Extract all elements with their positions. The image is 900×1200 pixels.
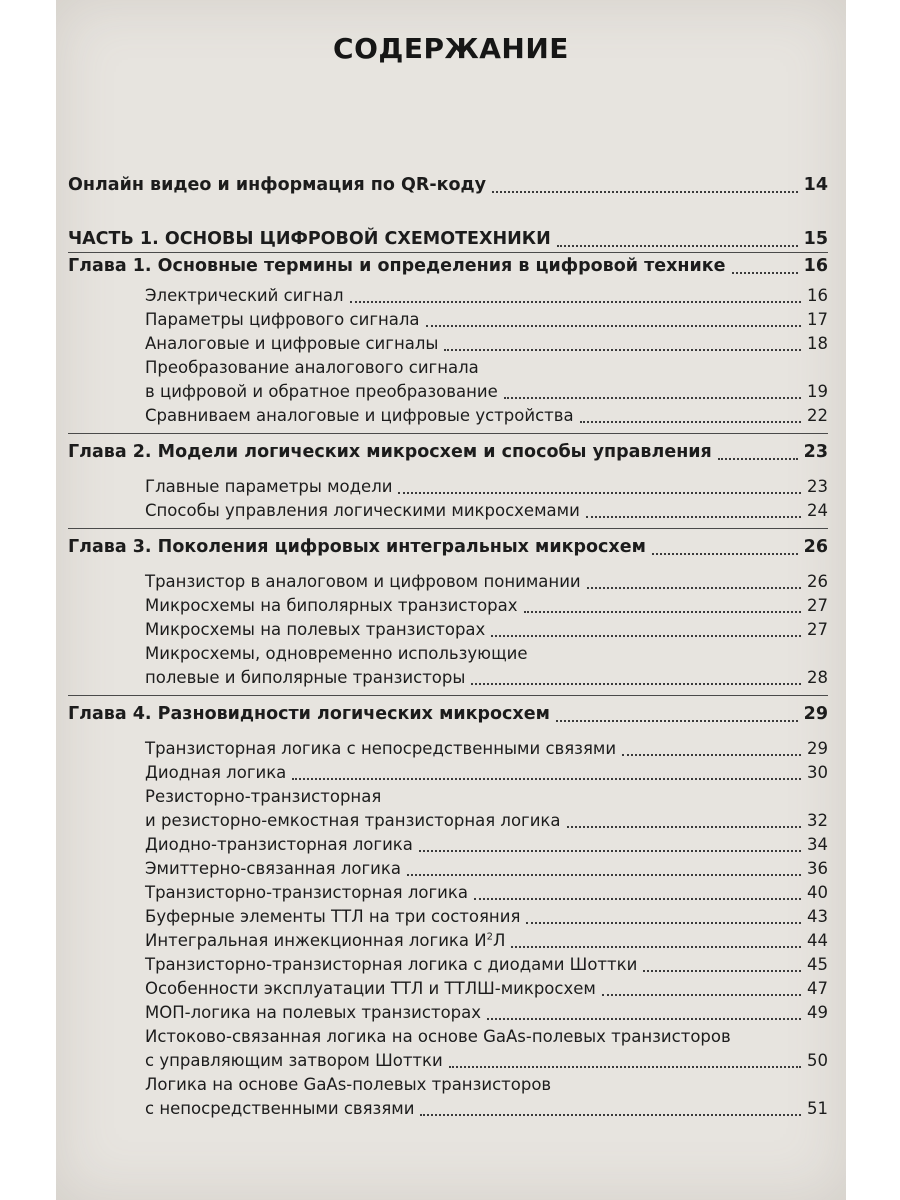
toc-entry-text-line1: Преобразование аналогового сигнала bbox=[145, 358, 479, 377]
toc-entry-text: Аналоговые и цифровые сигналы bbox=[145, 334, 439, 353]
toc-entry-text: Диодно-транзисторная логика bbox=[145, 835, 413, 854]
toc-entry-text: Глава 3. Поколения цифровых интегральных микросхем bbox=[68, 537, 646, 557]
toc-entry[interactable] bbox=[68, 785, 828, 833]
toc-entry-text: Микросхемы на биполярных транзисторах bbox=[145, 596, 518, 615]
toc-entry-text: Транзисторно-транзисторная логика с диодами Шоттки bbox=[145, 955, 638, 974]
toc-entry[interactable] bbox=[68, 475, 828, 499]
toc-page-number: 27 bbox=[807, 596, 828, 615]
dot-leader bbox=[524, 611, 801, 613]
toc-entry[interactable] bbox=[68, 953, 828, 977]
book-page bbox=[56, 0, 846, 1200]
dot-leader bbox=[732, 272, 798, 274]
toc-entry-text-line1: Микросхемы, одновременно использующие bbox=[145, 644, 528, 663]
table-of-contents bbox=[68, 172, 828, 1121]
toc-page-number: 32 bbox=[807, 811, 828, 830]
toc-page-number: 30 bbox=[807, 763, 828, 782]
toc-entry-text-line1: Логика на основе GaAs-полевых транзисторов bbox=[145, 1075, 552, 1094]
toc-entry[interactable] bbox=[68, 737, 828, 761]
toc-entry-text: Онлайн видео и информация по QR-коду bbox=[68, 175, 487, 195]
toc-page-number: 29 bbox=[807, 739, 828, 758]
toc-entry[interactable] bbox=[68, 1073, 828, 1121]
page-title: СОДЕРЖАНИЕ bbox=[333, 32, 569, 65]
toc-page-number: 22 bbox=[807, 406, 828, 425]
toc-entry[interactable] bbox=[68, 857, 828, 881]
toc-entry-text: с управляющим затвором Шоттки bbox=[145, 1051, 443, 1070]
toc-entry[interactable] bbox=[68, 618, 828, 642]
toc-entry-text: Интегральная инжекционная логика И bbox=[145, 931, 487, 950]
toc-entry-text: Способы управления логическими микросхемами bbox=[145, 501, 580, 520]
toc-entry-text: Глава 2. Модели логических микросхем и способы управления bbox=[68, 442, 712, 462]
toc-entry-chapter-1[interactable] bbox=[68, 253, 828, 279]
toc-entry-text-line1: Резисторно-транзисторная bbox=[145, 787, 382, 806]
toc-entry-qr[interactable] bbox=[68, 172, 828, 198]
toc-entry[interactable] bbox=[68, 1025, 828, 1073]
dot-leader bbox=[556, 720, 798, 722]
dot-leader bbox=[567, 826, 801, 828]
toc-entry[interactable] bbox=[68, 356, 828, 404]
toc-entry[interactable] bbox=[68, 642, 828, 690]
toc-page-number: 50 bbox=[807, 1051, 828, 1070]
toc-entry-text-wrap bbox=[145, 929, 505, 953]
toc-entry[interactable] bbox=[68, 308, 828, 332]
toc-entry[interactable] bbox=[68, 332, 828, 356]
dot-leader bbox=[580, 421, 801, 423]
dot-leader bbox=[444, 349, 801, 351]
toc-page-number: 16 bbox=[803, 256, 828, 276]
toc-page-number: 47 bbox=[807, 979, 828, 998]
toc-entry-chapter-2[interactable] bbox=[68, 439, 828, 465]
toc-entry-text-after: Л bbox=[492, 931, 506, 950]
toc-page-number: 28 bbox=[807, 668, 828, 687]
toc-page-number: 44 bbox=[807, 931, 828, 950]
toc-entry[interactable] bbox=[68, 284, 828, 308]
toc-page-number: 23 bbox=[803, 442, 828, 462]
toc-entry-text: Параметры цифрового сигнала bbox=[145, 310, 420, 329]
toc-entry[interactable] bbox=[68, 1001, 828, 1025]
toc-entry-text: в цифровой и обратное преобразование bbox=[145, 382, 498, 401]
toc-entry[interactable] bbox=[68, 929, 828, 953]
dot-leader bbox=[487, 1018, 801, 1020]
dot-leader bbox=[504, 397, 801, 399]
toc-page-number: 24 bbox=[807, 501, 828, 520]
toc-entry-text: с непосредственными связями bbox=[145, 1099, 415, 1118]
toc-page-number: 51 bbox=[807, 1099, 828, 1118]
toc-entry-text: Глава 4. Разновидности логических микросхем bbox=[68, 704, 550, 724]
toc-entry[interactable] bbox=[68, 404, 828, 428]
dot-leader bbox=[586, 516, 801, 518]
toc-page-number: 29 bbox=[803, 704, 828, 724]
dot-leader bbox=[471, 683, 801, 685]
toc-page-number: 45 bbox=[807, 955, 828, 974]
toc-page-number: 23 bbox=[807, 477, 828, 496]
toc-entry[interactable] bbox=[68, 833, 828, 857]
toc-page-number: 26 bbox=[807, 572, 828, 591]
toc-entry-text-line1: Истоково-связанная логика на основе GaAs-полевых транзисторов bbox=[145, 1027, 731, 1046]
dot-leader bbox=[398, 492, 801, 494]
toc-entry-text: Электрический сигнал bbox=[145, 286, 344, 305]
toc-entry[interactable] bbox=[68, 881, 828, 905]
dot-leader bbox=[292, 778, 801, 780]
dot-leader bbox=[526, 922, 801, 924]
toc-entry-text: Буферные элементы ТТЛ на три состояния bbox=[145, 907, 521, 926]
toc-entry-text: Сравниваем аналоговые и цифровые устройства bbox=[145, 406, 574, 425]
dot-leader bbox=[622, 754, 801, 756]
toc-entry-text: полевые и биполярные транзисторы bbox=[145, 668, 466, 687]
toc-page-number: 40 bbox=[807, 883, 828, 902]
dot-leader bbox=[718, 458, 798, 460]
dot-leader bbox=[350, 301, 801, 303]
toc-page-number: 36 bbox=[807, 859, 828, 878]
toc-entry-text: Глава 1. Основные термины и определения в цифровой технике bbox=[68, 256, 726, 276]
toc-entry-text: Микросхемы на полевых транзисторах bbox=[145, 620, 486, 639]
toc-entry-text: и резисторно-емкостная транзисторная логика bbox=[145, 811, 561, 830]
toc-entry-text: Транзистор в аналоговом и цифровом понимании bbox=[145, 572, 581, 591]
toc-entry-part-1[interactable] bbox=[68, 226, 828, 252]
dot-leader bbox=[419, 850, 801, 852]
dot-leader bbox=[511, 946, 801, 948]
toc-page-number: 43 bbox=[807, 907, 828, 926]
toc-entry[interactable] bbox=[68, 499, 828, 523]
dot-leader bbox=[602, 994, 801, 996]
toc-entry[interactable] bbox=[68, 977, 828, 1001]
toc-entry-text: Главные параметры модели bbox=[145, 477, 393, 496]
toc-entry[interactable] bbox=[68, 905, 828, 929]
dot-leader bbox=[426, 325, 801, 327]
dot-leader bbox=[557, 245, 798, 247]
toc-page-number: 15 bbox=[803, 229, 828, 249]
toc-entry-text: ЧАСТЬ 1. ОСНОВЫ ЦИФРОВОЙ СХЕМОТЕХНИКИ bbox=[68, 229, 551, 249]
toc-entry-text: Диодная логика bbox=[145, 763, 287, 782]
toc-page-number: 16 bbox=[807, 286, 828, 305]
toc-entry-text: МОП-логика на полевых транзисторах bbox=[145, 1003, 482, 1022]
toc-entry-chapter-4[interactable] bbox=[68, 701, 828, 727]
dot-leader bbox=[449, 1066, 801, 1068]
toc-entry-text: Транзисторно-транзисторная логика bbox=[145, 883, 468, 902]
toc-entry-text: Транзисторная логика с непосредственными связями bbox=[145, 739, 617, 758]
toc-page-number: 19 bbox=[807, 382, 828, 401]
dot-leader bbox=[407, 874, 801, 876]
toc-page-number: 27 bbox=[807, 620, 828, 639]
toc-page-number: 34 bbox=[807, 835, 828, 854]
superscript: 2 bbox=[486, 931, 493, 943]
toc-entry[interactable] bbox=[68, 761, 828, 785]
toc-page-number: 18 bbox=[807, 334, 828, 353]
dot-leader bbox=[491, 635, 801, 637]
toc-entry-text: Эмиттерно-связанная логика bbox=[145, 859, 401, 878]
dot-leader bbox=[587, 587, 801, 589]
toc-page-number: 49 bbox=[807, 1003, 828, 1022]
dot-leader bbox=[652, 553, 798, 555]
toc-entry[interactable] bbox=[68, 570, 828, 594]
dot-leader bbox=[643, 970, 801, 972]
toc-entry[interactable] bbox=[68, 594, 828, 618]
toc-page-number: 17 bbox=[807, 310, 828, 329]
dot-leader bbox=[420, 1114, 801, 1116]
dot-leader bbox=[492, 191, 798, 193]
toc-entry-chapter-3[interactable] bbox=[68, 534, 828, 560]
toc-entry-text: Особенности эксплуатации ТТЛ и ТТЛШ-микросхем bbox=[145, 979, 596, 998]
dot-leader bbox=[474, 898, 801, 900]
toc-page-number: 26 bbox=[803, 537, 828, 557]
toc-page-number: 14 bbox=[803, 175, 828, 195]
